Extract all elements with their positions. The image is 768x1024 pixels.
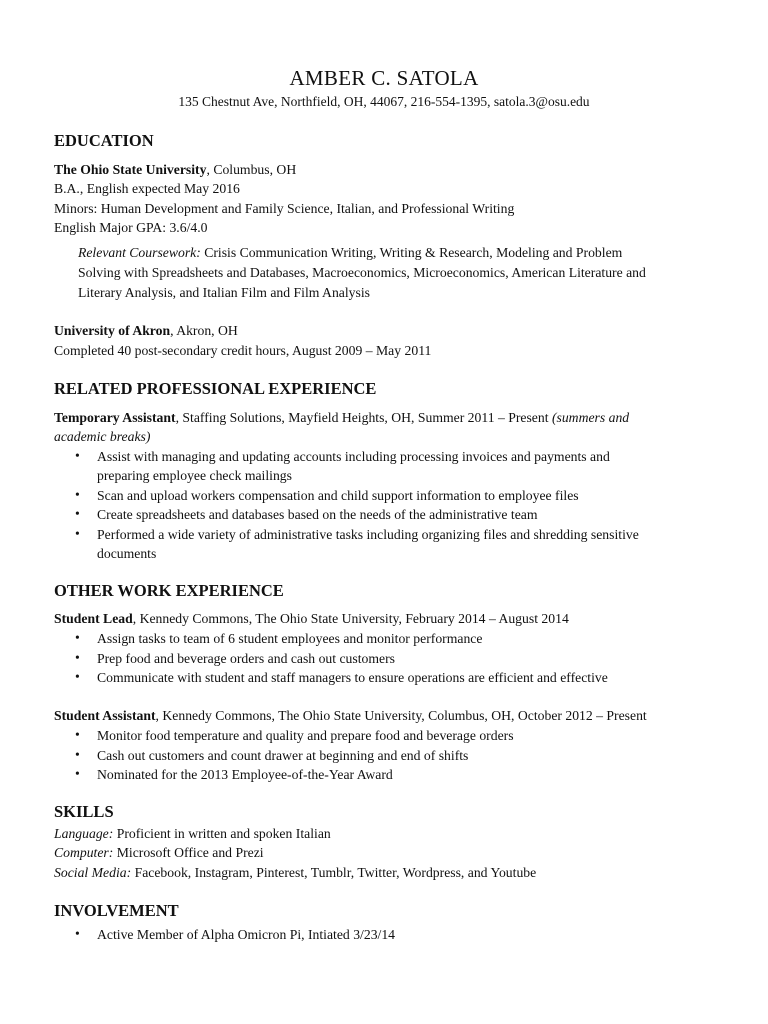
student-assistant-line: [54, 706, 647, 726]
temp-assistant-note-2: academic breaks): [54, 429, 151, 444]
bullet-icon: •: [75, 650, 80, 665]
involvement-heading: INVOLVEMENT: [54, 901, 179, 920]
skills-heading: SKILLS: [54, 802, 114, 821]
related-experience-heading: RELATED PROFESSIONAL EXPERIENCE: [54, 379, 377, 398]
osu-school-line: [54, 160, 296, 180]
temp-assistant-detail: , Staffing Solutions, Mayfield Heights, OH, Summer 2011 – Present: [175, 410, 552, 425]
student-lead-bullet-1: Assign tasks to team of 6 student employees and monitor performance: [97, 631, 483, 646]
osu-gpa: English Major GPA: 3.6/4.0: [54, 220, 208, 235]
education-heading: EDUCATION: [54, 131, 154, 150]
contact-info: 135 Chestnut Ave, Northfield, OH, 44067, 216-554-1395, satola.3@osu.edu: [178, 94, 590, 109]
osu-location: , Columbus, OH: [206, 162, 297, 177]
related-bullet-4-line-2: documents: [97, 546, 157, 561]
bullet-icon: •: [75, 448, 80, 463]
bullet-icon: •: [75, 669, 80, 684]
bullet-icon: •: [75, 630, 80, 645]
skill-computer-label: Computer:: [54, 845, 114, 860]
student-lead-bullet-2: Prep food and beverage orders and cash out customers: [97, 651, 395, 666]
related-bullet-1-line-2: preparing employee check mailings: [97, 468, 292, 483]
student-assistant-title: Student Assistant: [54, 708, 156, 723]
other-experience-heading: OTHER WORK EXPERIENCE: [54, 581, 284, 600]
bullet-icon: •: [75, 506, 80, 521]
bullet-icon: •: [75, 766, 80, 781]
student-assistant-bullet-3: Nominated for the 2013 Employee-of-the-Year Award: [97, 767, 393, 782]
temp-assistant-note-1: (summers and: [551, 410, 630, 425]
student-assistant-bullet-1: Monitor food temperature and quality and prepare food and beverage orders: [97, 728, 514, 743]
coursework-label: Relevant Coursework:: [78, 245, 201, 260]
involvement-bullet-1: Active Member of Alpha Omicron Pi, Intiated 3/23/14: [97, 927, 396, 942]
skill-language-label: Language:: [54, 826, 114, 841]
bullet-icon: •: [75, 747, 80, 762]
osu-degree: B.A., English expected May 2016: [54, 181, 240, 196]
bullet-icon: •: [75, 487, 80, 502]
related-bullet-4-line-1: Performed a wide variety of administrative tasks including organizing files and shredding sensitive: [97, 527, 639, 542]
bullet-icon: •: [75, 727, 80, 742]
bullet-icon: •: [75, 926, 80, 941]
bullet-icon: •: [75, 526, 80, 541]
temp-assistant-note-line-2: [54, 427, 150, 447]
coursework-text-1: Crisis Communication Writing, Writing & Research, Modeling and Problem: [200, 245, 623, 260]
temp-assistant-line: [54, 408, 629, 428]
skill-social-value: Facebook, Instagram, Pinterest, Tumblr, Twitter, Wordpress, and Youtube: [131, 865, 537, 880]
skill-social-media: [54, 863, 536, 883]
candidate-name: AMBER C. SATOLA: [289, 66, 479, 90]
temp-assistant-title: Temporary Assistant: [54, 410, 176, 425]
student-lead-line: [54, 609, 569, 629]
student-lead-title: Student Lead: [54, 611, 133, 626]
osu-minors: Minors: Human Development and Family Science, Italian, and Professional Writing: [54, 201, 515, 216]
osu-school-name: The Ohio State University: [54, 162, 207, 177]
student-assistant-detail: , Kennedy Commons, The Ohio State University, Columbus, OH, October 2012 – Present: [155, 708, 647, 723]
skill-computer-value: Microsoft Office and Prezi: [113, 845, 264, 860]
akron-school-line: [54, 321, 238, 341]
student-lead-detail: , Kennedy Commons, The Ohio State University, February 2014 – August 2014: [132, 611, 569, 626]
related-bullet-1-line-1: Assist with managing and updating accounts including processing invoices and payments and: [97, 449, 610, 464]
akron-school-name: University of Akron: [54, 323, 171, 338]
skill-language: [54, 824, 331, 844]
skill-computer: [54, 843, 264, 863]
student-assistant-bullet-2: Cash out customers and count drawer at beginning and end of shifts: [97, 748, 469, 763]
akron-location: , Akron, OH: [170, 323, 238, 338]
akron-detail: Completed 40 post-secondary credit hours, August 2009 – May 2011: [54, 343, 432, 358]
related-bullet-2: Scan and upload workers compensation and child support information to employee files: [97, 488, 579, 503]
student-lead-bullet-3: Communicate with student and staff managers to ensure operations are efficient and effective: [97, 670, 608, 685]
coursework-line-2: Solving with Spreadsheets and Databases, Macroeconomics, Microeconomics, American Literature and: [78, 265, 646, 280]
related-bullet-3: Create spreadsheets and databases based on the needs of the administrative team: [97, 507, 538, 522]
coursework-line-3: Literary Analysis, and Italian Film and Film Analysis: [78, 285, 370, 300]
coursework-line-1: [78, 243, 622, 263]
skill-language-value: Proficient in written and spoken Italian: [113, 826, 331, 841]
skill-social-label: Social Media:: [54, 865, 132, 880]
